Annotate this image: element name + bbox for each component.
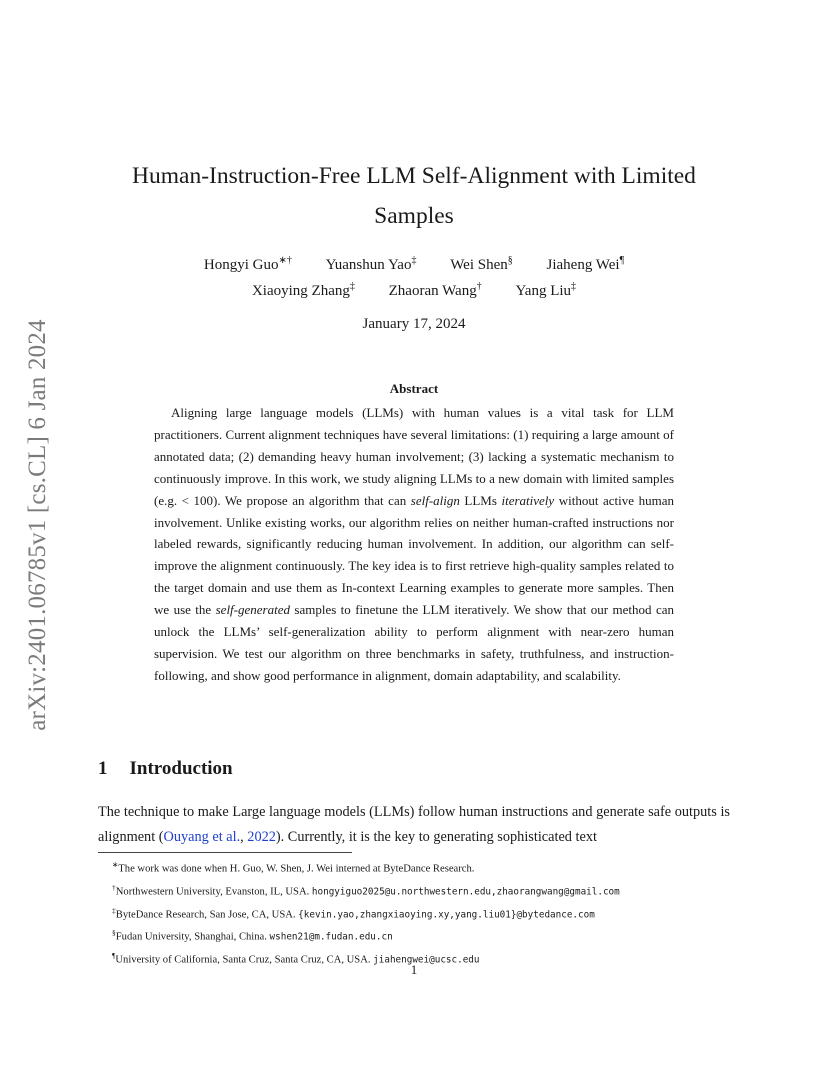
emphasis: self-align — [410, 492, 460, 508]
footnote: ¶University of California, Santa Cruz, Santa Cruz, CA, USA. jiahengwei@ucsc.edu — [112, 951, 480, 966]
footnote-email: {kevin.yao,zhangxiaoying.xy,yang.liu01}@bytedance.com — [298, 909, 595, 921]
publication-date: January 17, 2024 — [362, 316, 466, 332]
section-heading — [98, 758, 233, 780]
emphasis: self-generated — [215, 602, 290, 618]
footnote-email: wshen21@m.fudan.edu.cn — [269, 932, 393, 944]
author: Jiaheng Wei¶ — [546, 255, 625, 273]
author: Yang Liu‡ — [515, 281, 577, 299]
footnote: †Northwestern University, Evanston, IL, USA. hongyiguo2025@u.northwestern.edu,zhaorangwang@gmail.com — [112, 882, 620, 898]
author-list-row-1 — [100, 255, 728, 274]
paper-title: Human-Instruction-Free LLM Self-Alignment with Limited Samples — [132, 163, 696, 229]
footnote-divider — [98, 852, 352, 853]
abstract-paragraph: Aligning large language models (LLMs) with human values is a vital task for LLM practitioners. Current alignment techniques have several limitations: (1) requiring a large amount of annotated data; (2) demanding heavy human involvement; (3) lacking a systematic mechanism to continuously improve. In this work, we study aligning LLMs to a new domain with limited samples (e.g. < 100). We propose an algorithm that can self-align LLMs iteratively without active human involvement. Unlike existing works, our algorithm relies on neither human-crafted instructions nor labeled rewards, significantly reducing human involvement. In addition, our algorithm can self-improve the alignment continuously. The key idea is to first retrieve high-quality samples related to the target domain and use them as In-context Learning examples to generate more samples. Then we use the self-generated samples to finetune the LLM iteratively. We show that our method can unlock the LLMs’ self-generalization ability to perform alignment with near-zero human supervision. We test our algorithm on three benchmarks in safety, truthfulness, and instruction-following, and show good performance in alignment, domain adaptability, and scalability. — [154, 405, 674, 683]
arxiv-identifier-stamp — [18, 300, 58, 750]
footnote-email: hongyiguo2025@u.northwestern.edu,zhaorangwang@gmail.com — [311, 886, 620, 898]
author: Xiaoying Zhang‡ — [251, 281, 355, 299]
footnote: §Fudan University, Shanghai, China. wshen21@m.fudan.edu.cn — [112, 928, 393, 944]
author-list-row-2 — [100, 281, 728, 300]
author: Zhaoran Wang† — [388, 281, 482, 299]
page-number: 1 — [410, 962, 418, 977]
introduction-paragraph: The technique to make Large language models (LLMs) follow human instructions and generate safe outputs is alignment (Ouyang et al., 2022). Currently, it is the key to generating sophisticated text — [98, 804, 730, 845]
citation-year-link[interactable]: 2022 — [247, 829, 276, 845]
section-number: 1 — [98, 758, 108, 779]
section-title: Introduction — [129, 758, 233, 779]
abstract-heading: Abstract — [389, 381, 439, 396]
author: Hongyi Guo∗† — [203, 255, 292, 273]
footnote: ∗The work was done when H. Guo, W. Shen, J. Wei interned at ByteDance Research. — [112, 860, 475, 875]
footnote: ‡ByteDance Research, San Jose, CA, USA. {kevin.yao,zhangxiaoying.xy,yang.liu01}@bytedance.com — [112, 905, 595, 921]
citation-link[interactable]: Ouyang et al. — [163, 829, 241, 845]
emphasis: iteratively — [501, 492, 555, 508]
footnote-email: jiahengwei@ucsc.edu — [373, 954, 480, 966]
footnotes — [98, 856, 738, 970]
author: Yuanshun Yao‡ — [325, 255, 417, 273]
author: Wei Shen§ — [450, 255, 513, 273]
arxiv-identifier-text: arXiv:2401.06785v1 [cs.CL] 6 Jan 2024 — [24, 319, 51, 731]
